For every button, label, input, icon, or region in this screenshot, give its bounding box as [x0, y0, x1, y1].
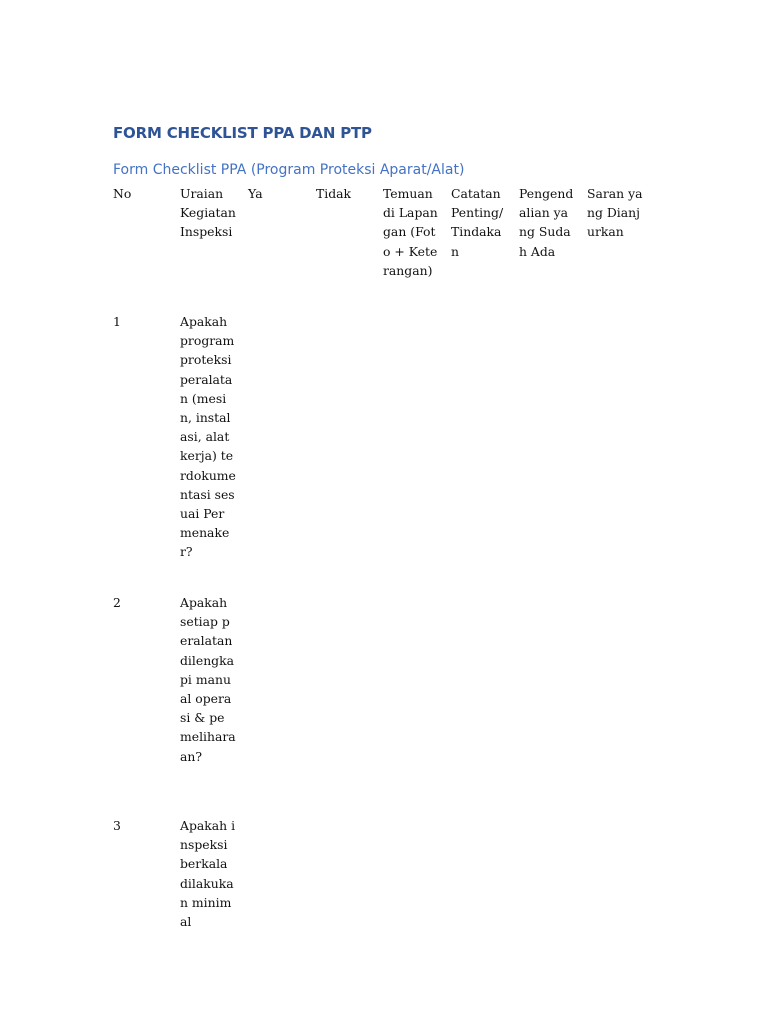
header-temuan: Temuan di Lapangan (Foto + Keterangan): [383, 186, 438, 278]
row-number: 2: [113, 595, 121, 610]
header-saran: Saran yang Dianjurkan: [587, 186, 643, 240]
row-uraian: Apakah program proteksi peralatan (mesin, instalasi, alat kerja) terdokumentasi sesuai Permenaker?: [180, 314, 236, 560]
row-uraian: Apakah setiap peralatan dilengkapi manual operasi & pemeliharaan?: [180, 595, 236, 764]
header-pengendalian: Pengendalian yang Sudah Ada: [519, 186, 574, 259]
header-ya: Ya: [248, 186, 263, 201]
header-uraian: Uraian Kegiatan Inspeksi: [180, 186, 236, 240]
header-catatan: Catatan Penting/ Tindakan: [451, 186, 504, 259]
header-tidak: Tidak: [316, 186, 352, 201]
section-heading: Form Checklist PPA (Program Proteksi Aparat/Alat): [113, 162, 465, 178]
row-uraian: Apakah inspeksi berkala dilakukan minimal: [180, 818, 236, 930]
header-no: No: [113, 186, 132, 201]
row-number: 1: [113, 314, 121, 329]
row-number: 3: [113, 818, 121, 833]
document-title: FORM CHECKLIST PPA DAN PTP: [113, 124, 372, 142]
